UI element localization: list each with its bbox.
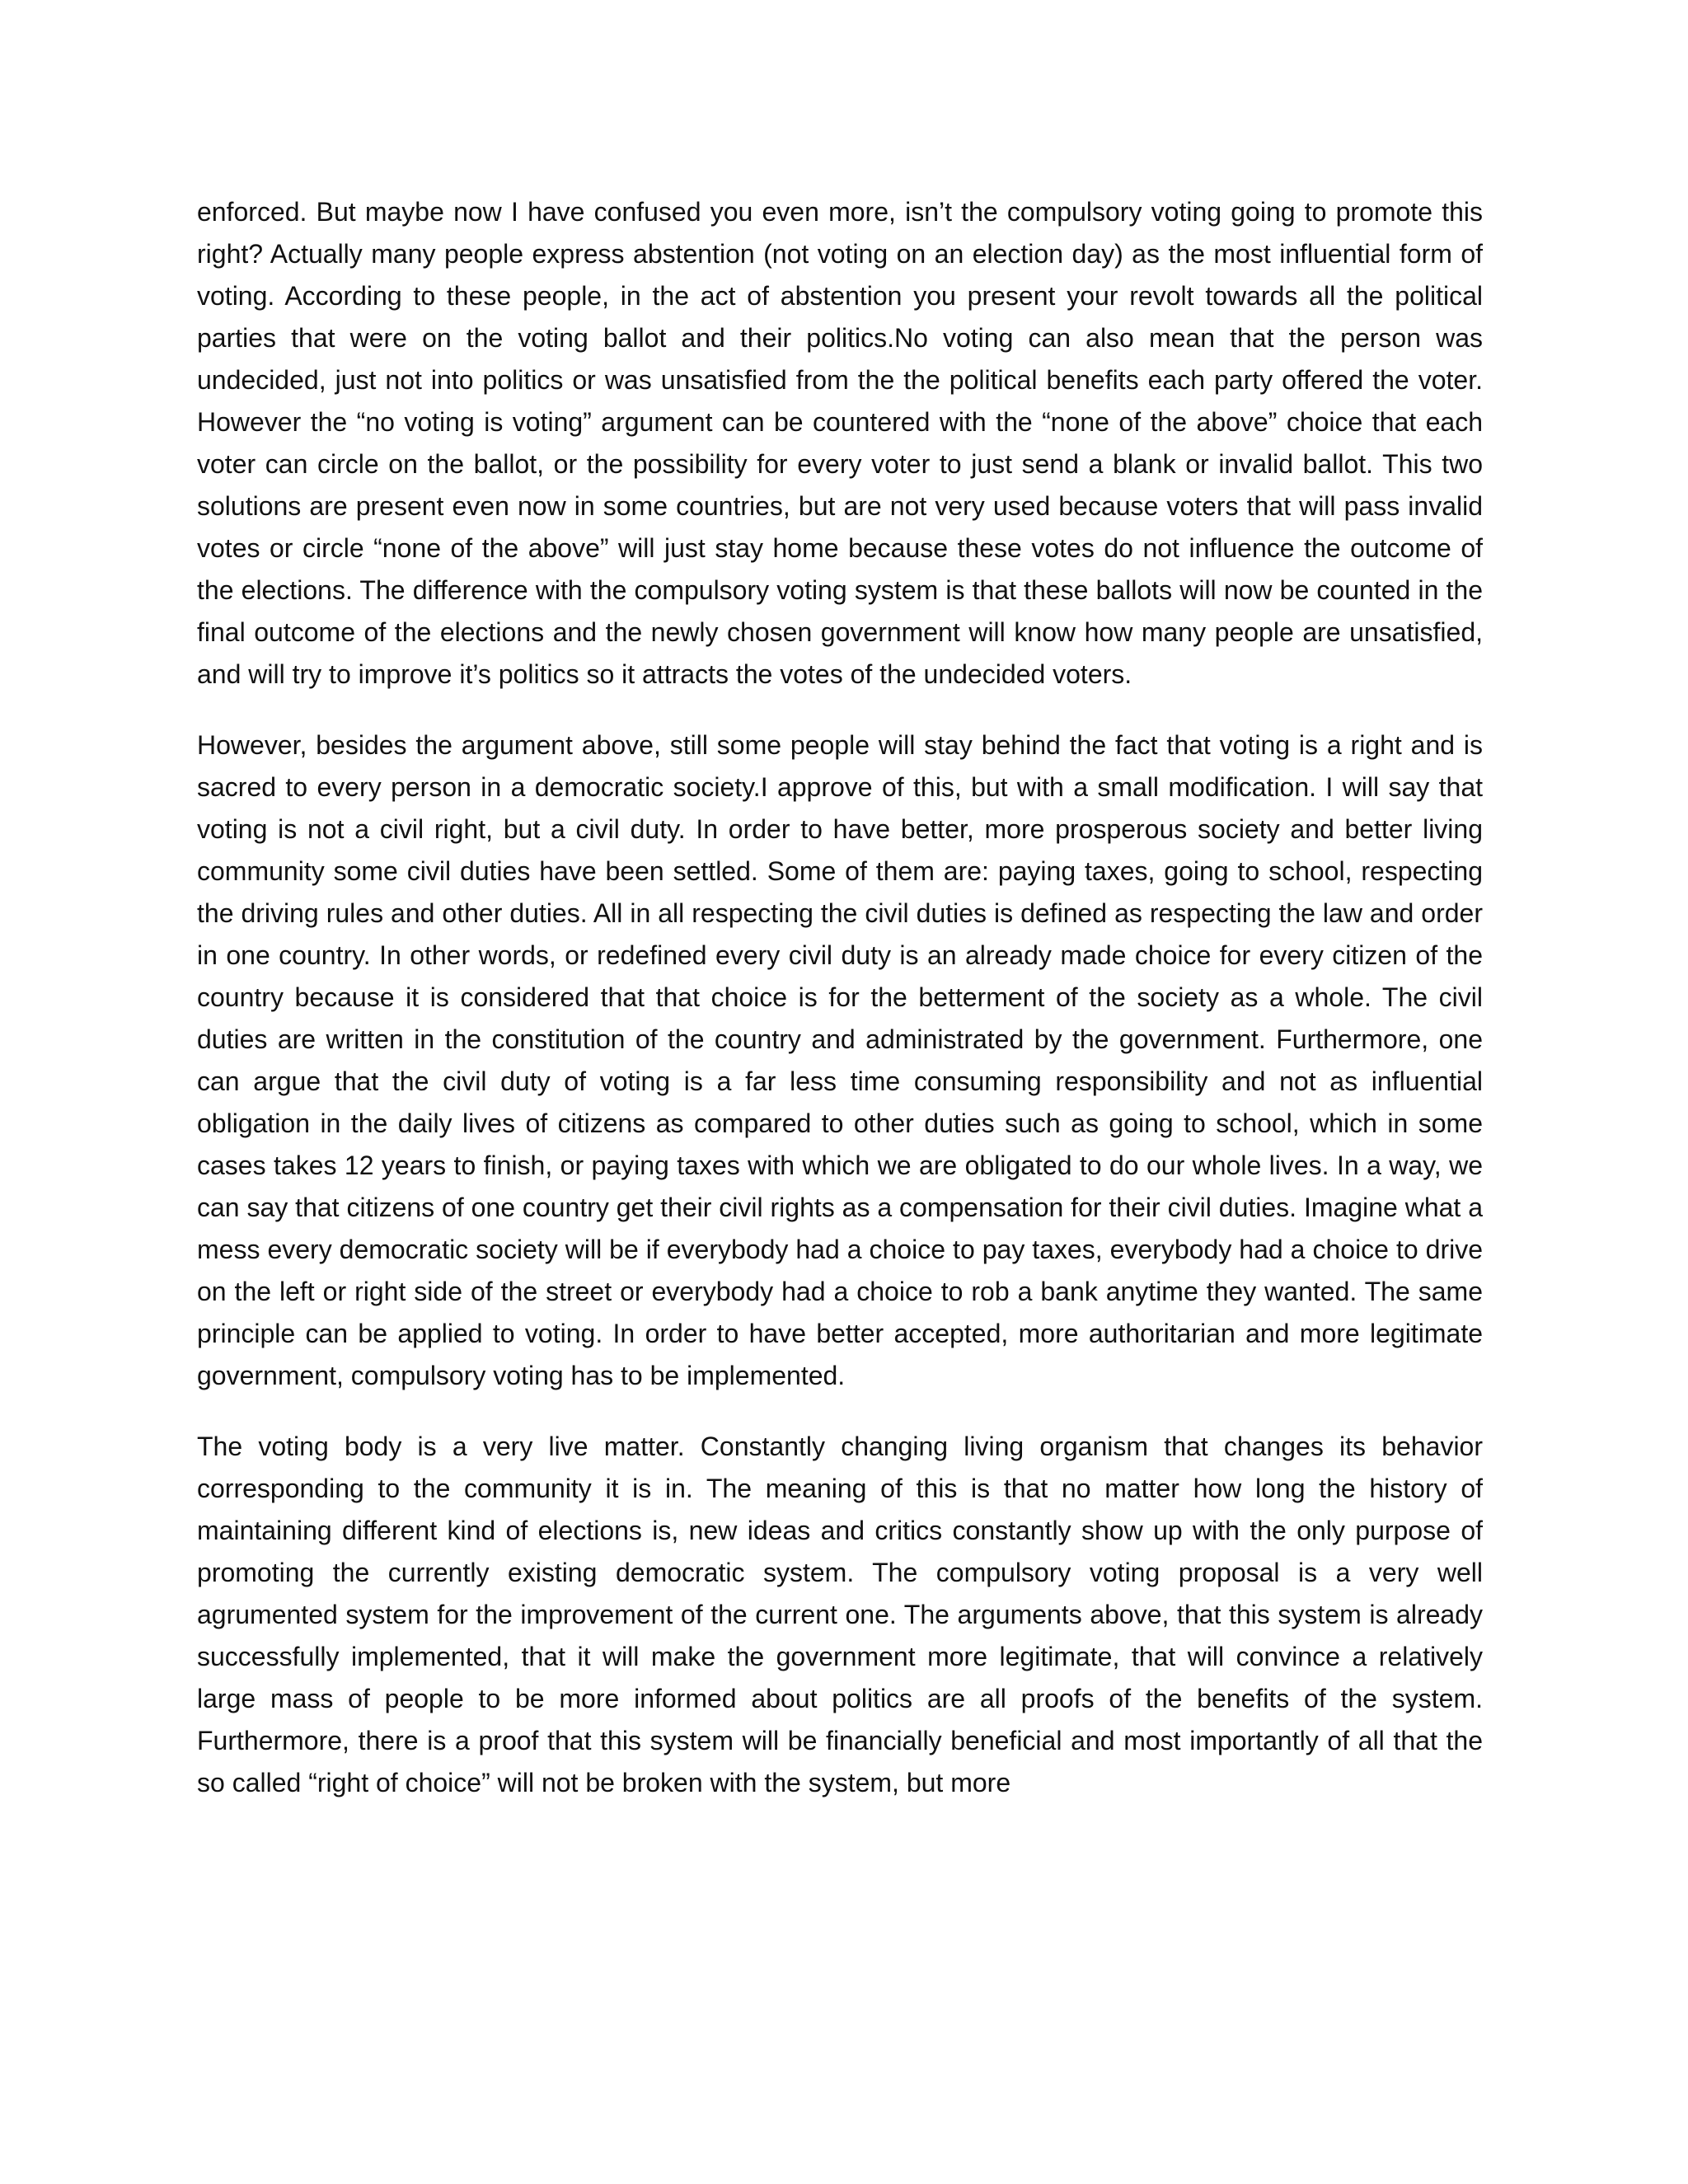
paragraph-1: enforced. But maybe now I have confused you even more, isn’t the compulsory voting going to promote this right? Actually many people express abstention (not voting on an election day) as the most influential form of voting. According to these people, in the act of abstention you present your revolt towards all the political parties that were on the voting ballot and their politics.No voting can also mean that the person was undecided, just not into politics or was unsatisfied from the the political benefits each party offered the voter. However the “no voting is voting” argument can be countered with the “none of the above” choice that each voter can circle on the ballot, or the possibility for every voter to just send a blank or invalid ballot. This two solutions are present even now in some countries, but are not very used because voters that will pass invalid votes or circle “none of the above” will just stay home because these votes do not influence the outcome of the elections. The difference with the compulsory voting system is that these ballots will now be counted in the final outcome of the elections and the newly chosen government will know how many people are unsatisfied, and will try to improve it’s politics so it attracts the votes of the undecided voters. xyxy=(197,197,1483,689)
document-body xyxy=(197,191,1483,1833)
paragraph-3: The voting body is a very live matter. Constantly changing living organism that changes its behavior corresponding to the community it is in. The meaning of this is that no matter how long the history of maintaining different kind of elections is, new ideas and critics constantly show up with the only purpose of promoting the currently existing democratic system. The compulsory voting proposal is a very well agrumented system for the improvement of the current one. The arguments above, that this system is already successfully implemented, that it will make the government more legitimate, that will convince a relatively large mass of people to be more informed about politics are all proofs of the benefits of the system. Furthermore, there is a proof that this system will be financially beneficial and most importantly of all that the so called “right of choice” will not be broken with the system, but more xyxy=(197,1432,1483,1797)
paragraph-2: However, besides the argument above, still some people will stay behind the fact that voting is a right and is sacred to every person in a democratic society.I approve of this, but with a small modification. I will say that voting is not a civil right, but a civil duty. In order to have better, more prosperous society and better living community some civil duties have been settled. Some of them are: paying taxes, going to school, respecting the driving rules and other duties. All in all respecting the civil duties is defined as respecting the law and order in one country. In other words, or redefined every civil duty is an already made choice for every citizen of the country because it is considered that that choice is for the betterment of the society as a whole. The civil duties are written in the constitution of the country and administrated by the government. Furthermore, one can argue that the civil duty of voting is a far less time consuming responsibility and not as influential obligation in the daily lives of citizens as compared to other duties such as going to school, which in some cases takes 12 years to finish, or paying taxes with which we are obligated to do our whole lives. In a way, we can say that citizens of one country get their civil rights as a compensation for their civil duties. Imagine what a mess every democratic society will be if everybody had a choice to pay taxes, everybody had a choice to drive on the left or right side of the street or everybody had a choice to rob a bank anytime they wanted. The same principle can be applied to voting. In order to have better accepted, more authoritarian and more legitimate government, compulsory voting has to be implemented. xyxy=(197,730,1483,1390)
